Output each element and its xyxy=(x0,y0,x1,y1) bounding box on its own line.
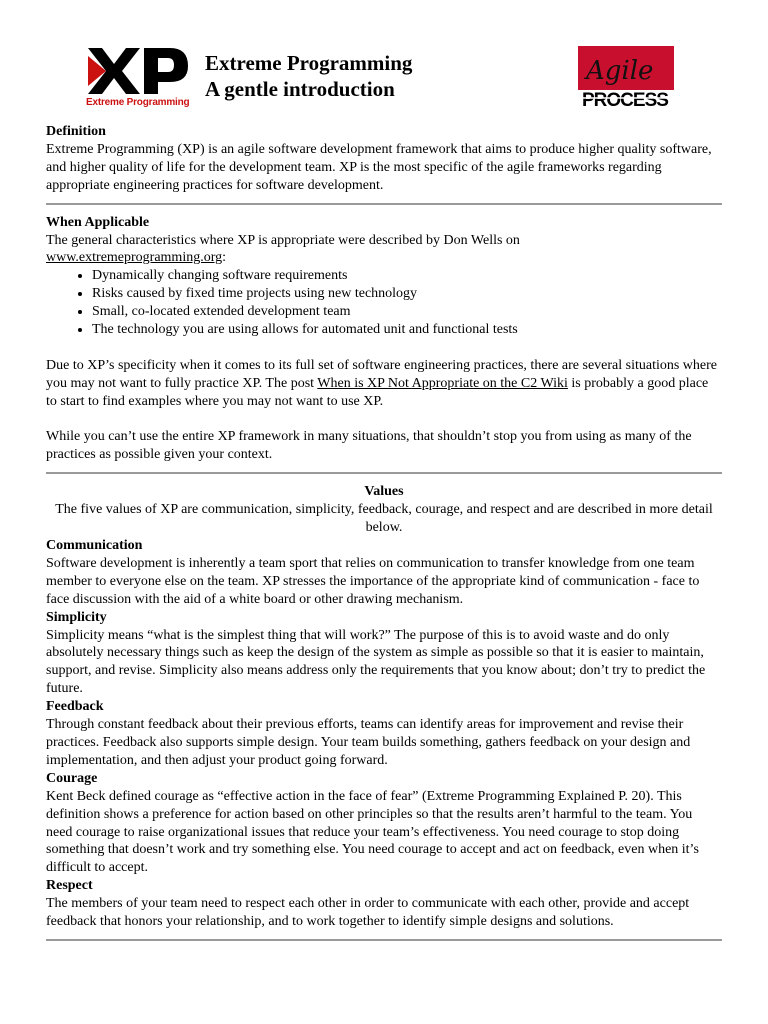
para2-before: Due to XP’s specificity when it comes to its full set of software engineering practices, there are several situations where you may not want to fully practice XP. The post xyxy=(46,357,718,391)
values-intro: The five values of XP are communication, simplicity, feedback, courage, and respect and are described in more detail below. xyxy=(55,502,713,536)
agile-block-text: PROCESS xyxy=(582,90,668,110)
section-divider xyxy=(46,203,722,205)
characteristics-list xyxy=(46,267,722,339)
values-heading: Values xyxy=(364,484,404,500)
context-paragraph: While you can’t use the entire XP framework in many situations, that shouldn’t stop you from using as many of the practices as possible given your context. xyxy=(46,429,692,463)
agile-script-text: Agile xyxy=(586,56,654,86)
courage-body: Kent Beck defined courage as “effective action in the face of fear” (Extreme Programming Explained P. 20). This definition shows a preference for action based on other principles so that the results aren’t harmful to the team. You need courage to raise organizational issues that reduce your team’s effectiveness. You need courage to stop doing something that doesn’t work and try something else. You need courage to accept and act on feedback, even when it’s difficult to accept. xyxy=(46,788,699,876)
para2-after: is probably a good place to start to find examples where you may not want to use XP. xyxy=(46,375,709,409)
title-line-2: A gentle introduction xyxy=(205,77,395,101)
definition-heading: Definition xyxy=(46,124,106,139)
respect-body: The members of your team need to respect each other in order to communicate with each other, provide and accept feedback that honors your relationship, and to work together to identify simple designs and solutions. xyxy=(46,896,690,930)
feedback-body: Through constant feedback about their previous efforts, teams can identify areas for improvement and revise their practices. Feedback also supports simple design. Your team builds something, gathers feedback on your design and implementation, and then adjust your product going forward. xyxy=(46,717,691,768)
list-item: • Small, co-located extended development team xyxy=(92,303,722,321)
agile-process-logo xyxy=(578,46,674,110)
intro-text: The general characteristics where XP is appropriate were described by Don Wells on xyxy=(46,232,520,248)
xp-logo-caption: Extreme Programming xyxy=(86,97,190,108)
list-item: • Dynamically changing software requirements xyxy=(92,267,722,285)
list-item: • Risks caused by fixed time projects using new technology xyxy=(92,285,722,303)
section-divider xyxy=(46,939,722,941)
communication-heading: Communication xyxy=(46,538,143,553)
document-title xyxy=(205,50,412,102)
respect-heading: Respect xyxy=(46,878,93,894)
specificity-paragraph xyxy=(46,357,722,411)
section-divider xyxy=(46,472,722,474)
extremeprogramming-link[interactable]: www.extremeprogramming.org xyxy=(46,250,223,266)
when-applicable-intro xyxy=(46,232,722,268)
definition-body: Extreme Programming (XP) is an agile software development framework that aims to produce higher quality software, and higher quality of life for the development team. XP is the most specific of the agile frameworks regarding appropriate engineering practices for software development. xyxy=(46,141,712,193)
document-body xyxy=(46,123,722,950)
when-applicable-heading: When Applicable xyxy=(46,214,150,230)
link-suffix: : xyxy=(222,250,227,266)
title-line-1: Extreme Programming xyxy=(205,51,413,75)
simplicity-body: Simplicity means “what is the simplest thing that will work?” The purpose of this is to avoid waste and do only absolutely necessary things such as keep the design of the system as simple as possible so that it is easier to maintain, support, and revise. Simplicity also means address only the requirements that you know about; don’t try to predict the future. xyxy=(46,627,706,697)
c2-wiki-link[interactable]: When is XP Not Appropriate on the C2 Wiki xyxy=(317,375,568,391)
courage-heading: Courage xyxy=(46,770,98,786)
feedback-heading: Feedback xyxy=(46,699,104,715)
xp-logo xyxy=(84,44,192,112)
list-item: • The technology you are using allows for automated unit and functional tests xyxy=(92,321,722,339)
xp-logo-mark xyxy=(84,44,192,98)
simplicity-heading: Simplicity xyxy=(46,609,107,625)
communication-body: Software development is inherently a team sport that relies on communication to transfer knowledge from one team member to everyone else on the team. XP stresses the importance of the appropriate kind of communication - face to face discussion with the aid of a white board or other drawing mechanism. xyxy=(46,555,700,607)
